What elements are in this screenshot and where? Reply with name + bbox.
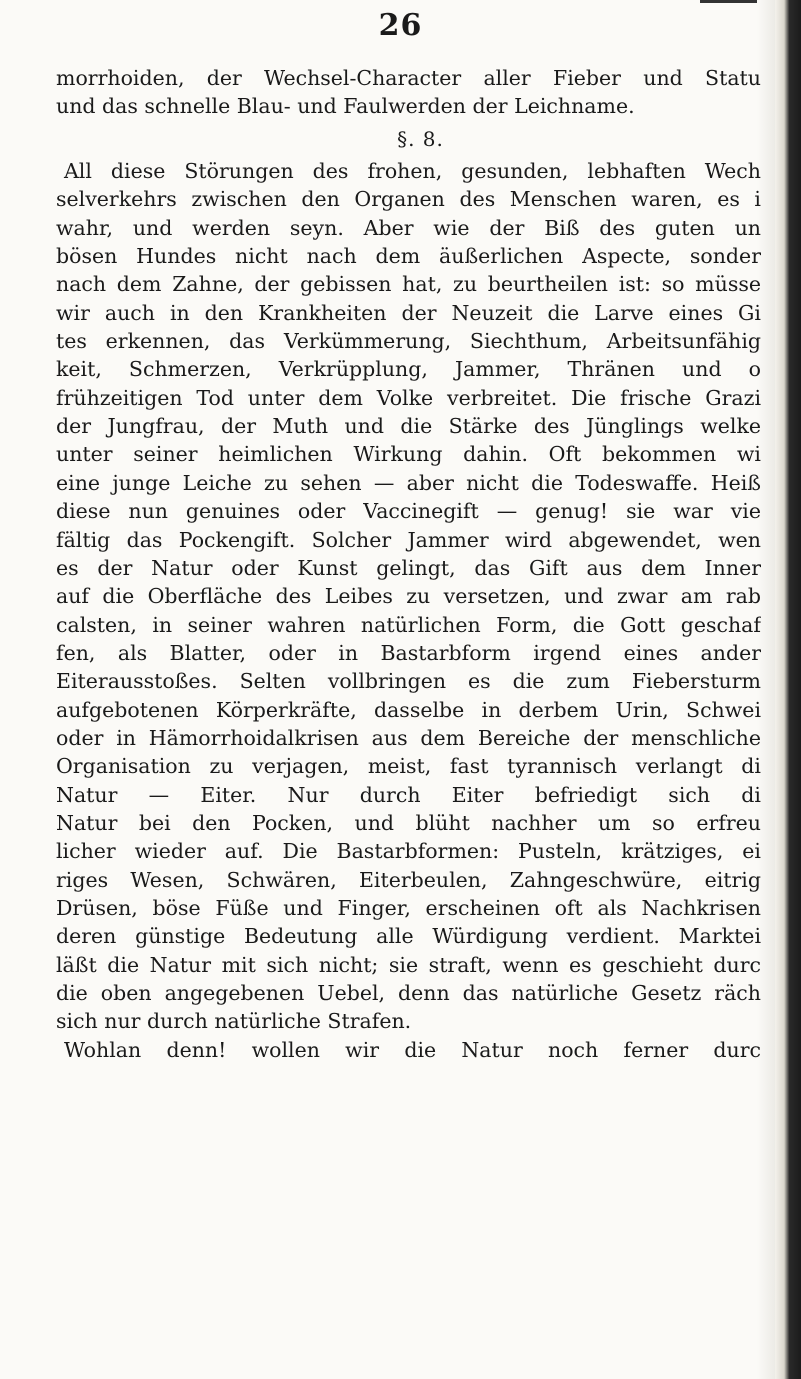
text-line: Natur — Eiter. Nur durch Eiter befriedigt sich di	[56, 782, 761, 807]
text-line: morrhoiden, der Wechsel-Character aller Fieber und Statu	[56, 66, 761, 90]
text-line: Wohlan denn! wollen wir die Natur noch ferner durc	[64, 1037, 761, 1062]
text-line: All diese Störungen des frohen, gesunden, lebhaften Wech	[64, 159, 761, 184]
text-line: Natur bei den Pocken, und blüht nachher um so erfreu	[56, 810, 761, 835]
text-line: wir auch in den Krankheiten der Neuzeit die Larve eines Gi	[56, 300, 761, 325]
text-line: der Jungfrau, der Muth und die Stärke des Jünglings welke	[56, 414, 761, 439]
text-line: selverkehrs zwischen den Organen des Menschen waren, es i	[56, 187, 761, 212]
text-line: es der Natur oder Kunst gelingt, das Gift aus dem Inner	[56, 555, 761, 580]
body-text	[56, 64, 761, 1064]
text-line: calsten, in seiner wahren natürlichen Form, die Gott geschaf	[56, 612, 761, 637]
text-line: Organisation zu verjagen, meist, fast tyrannisch verlangt di	[56, 754, 761, 779]
text-line: oder in Hämorrhoidalkrisen aus dem Bereiche der menschliche	[56, 725, 761, 750]
text-line: bösen Hundes nicht nach dem äußerlichen Aspecte, sonder	[56, 244, 761, 269]
book-binding-edge	[775, 0, 801, 1379]
page-number: 26	[378, 8, 423, 43]
text-line: Eiterausstoßes. Selten vollbringen es die zum Fiebersturm	[56, 669, 761, 694]
text-line: auf die Oberfläche des Leibes zu versetzen, und zwar am rab	[56, 584, 761, 609]
text-line: unter seiner heimlichen Wirkung dahin. Oft bekommen wi	[56, 442, 761, 467]
text-line: fen, als Blatter, oder in Bastarbform irgend eines ander	[56, 640, 761, 665]
text-line: Drüsen, böse Füße und Finger, erscheinen oft als Nachkrisen	[56, 895, 761, 920]
text-line: sich nur durch natürliche Strafen.	[56, 1009, 412, 1034]
text-line: die oben angegebenen Uebel, denn das natürliche Gesetz räch	[56, 981, 761, 1005]
text-line: tes erkennen, das Verkümmerung, Siechthum, Arbeitsunfähig	[56, 329, 761, 354]
text-line: eine junge Leiche zu sehen — aber nicht die Todeswaffe. Heiß	[56, 470, 761, 495]
text-line: keit, Schmerzen, Verkrüpplung, Jammer, Thränen und o	[56, 357, 761, 382]
text-line: frühzeitigen Tod unter dem Volke verbreitet. Die frische Grazi	[56, 385, 761, 410]
text-line: licher wieder auf. Die Bastarbformen: Pusteln, krätziges, ei	[56, 839, 761, 864]
text-line: läßt die Natur mit sich nicht; sie straft, wenn es geschieht durc	[56, 952, 761, 977]
text-line: aufgebotenen Körperkräfte, dasselbe in derbem Urin, Schwei	[56, 697, 761, 722]
text-line: fältig das Pockengift. Solcher Jammer wird abgewendet, wen	[56, 527, 761, 552]
text-line: deren günstige Bedeutung alle Würdigung verdient. Marktei	[56, 924, 761, 949]
text-line: diese nun genuines oder Vaccinegift — genug! sie war vie	[56, 499, 761, 524]
text-line: riges Wesen, Schwären, Eiterbeulen, Zahngeschwüre, eitrig	[56, 867, 761, 892]
text-line: wahr, und werden seyn. Aber wie der Biß des guten un	[56, 215, 761, 240]
section-heading: §. 8.	[397, 126, 444, 151]
text-line: und das schnelle Blau- und Faulwerden der Leichname.	[56, 94, 635, 119]
text-line: nach dem Zahne, der gebissen hat, zu beurtheilen ist: so müsse	[56, 272, 761, 297]
